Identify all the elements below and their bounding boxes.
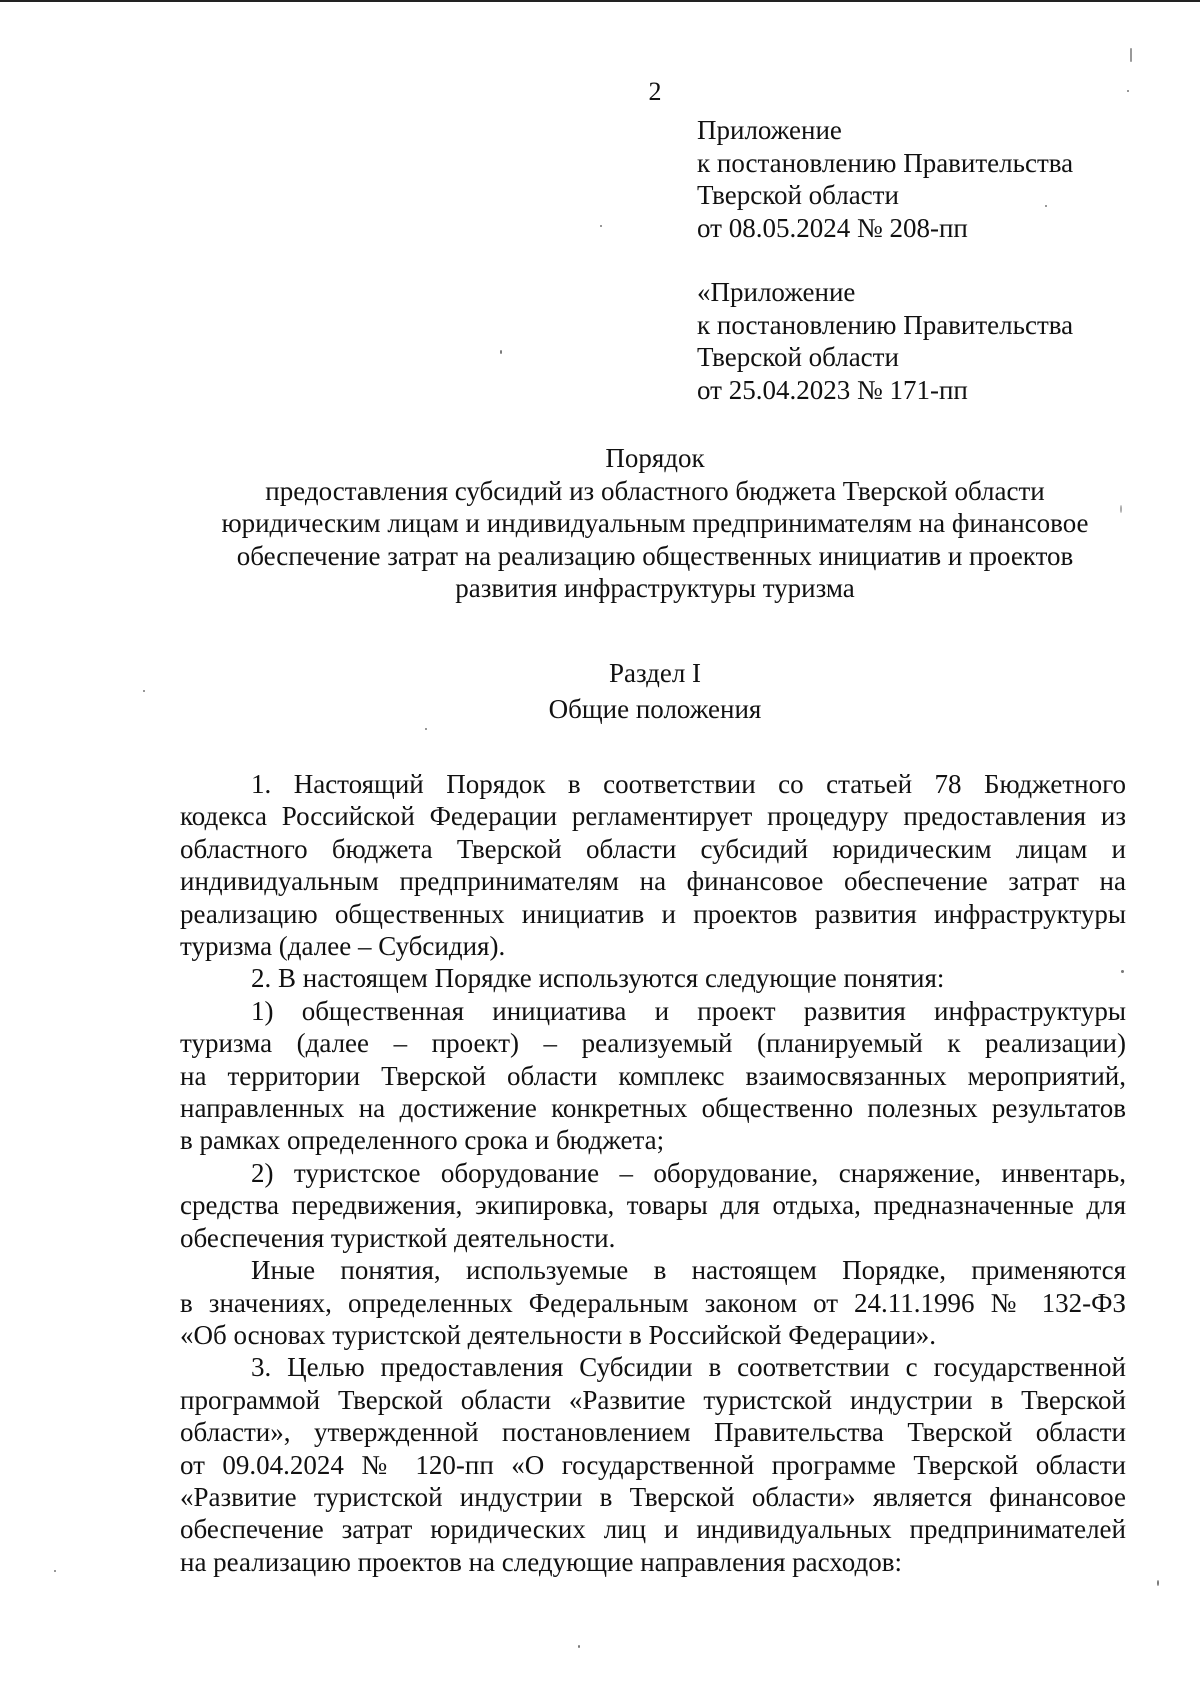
approval-stamp-original	[697, 276, 1073, 406]
body-paragraph	[180, 768, 1126, 962]
body-line: области», утвержденной постановлением Правительства Тверской области	[180, 1417, 1126, 1448]
body-line: обеспечения туристкой деятельности.	[180, 1222, 616, 1253]
body-line: индивидуальным предпринимателям на финансовое обеспечение затрат на	[180, 866, 1126, 897]
body-paragraph	[180, 1157, 1126, 1254]
body-text	[180, 768, 1126, 1578]
approval-line: «Приложение	[697, 277, 856, 307]
body-line: на реализацию проектов на следующие направления расходов:	[180, 1546, 902, 1577]
body-paragraph	[180, 995, 1126, 1157]
body-line: программой Тверской области «Развитие туристской индустрии в Тверской	[180, 1384, 1126, 1415]
title-line: предоставления субсидий из областного бюджета Тверской области	[265, 475, 1045, 506]
body-paragraph	[180, 1254, 1126, 1351]
approval-line: к постановлению Правительства	[697, 309, 1074, 340]
body-line: 1) общественная инициатива и проект развития инфраструктуры	[251, 995, 1126, 1026]
approval-line: Тверской области	[697, 180, 899, 210]
body-line: туризма (далее – проект) – реализуемый (планируемый к реализации)	[180, 1028, 1126, 1059]
section-number: Раздел I	[608, 658, 702, 688]
body-paragraphs	[180, 768, 1126, 1578]
title-line: обеспечение затрат на реализацию общественных инициатив и проектов	[236, 540, 1074, 571]
scan-top-edge	[0, 0, 1200, 2]
title-line: юридическим лицам и индивидуальным предпринимателям на финансовое	[221, 508, 1089, 538]
body-paragraph	[180, 1351, 1126, 1578]
page-number: 2	[648, 77, 662, 106]
document-title	[150, 442, 1160, 605]
body-line: туризма (далее – Субсидия).	[180, 931, 506, 962]
approval-stamp-current	[697, 114, 1073, 244]
body-paragraph	[180, 962, 1126, 994]
body-line: 3. Целью предоставления Субсидии в соответствии с государственной	[251, 1352, 1126, 1383]
body-line: «Развитие туристской индустрии в Тверской области» является финансовое	[180, 1481, 1126, 1512]
section-name: Общие положения	[548, 694, 762, 724]
body-line: 1. Настоящий Порядок в соответствии со статьей 78 Бюджетного	[251, 769, 1126, 799]
body-line: направленных на достижение конкретных общественно полезных результатов	[180, 1093, 1126, 1124]
title-heading: Порядок	[605, 443, 705, 473]
approval-line: от 08.05.2024 № 208-пп	[697, 212, 968, 243]
body-line: обеспечение затрат юридических лиц и индивидуальных предпринимателей	[180, 1514, 1126, 1545]
body-line: на территории Тверской области комплекс взаимосвязанных мероприятий,	[180, 1060, 1126, 1091]
body-line: в значениях, определенных Федеральным законом от 24.11.1996 № 132-ФЗ	[180, 1287, 1126, 1318]
body-line: от 09.04.2024 № 120-пп «О государственной программе Тверской области	[180, 1449, 1126, 1480]
title-line: развития инфраструктуры туризма	[455, 573, 855, 603]
body-line: Иные понятия, используемые в настоящем Порядке, применяются	[251, 1255, 1126, 1286]
body-line: 2) туристское оборудование – оборудование, снаряжение, инвентарь,	[251, 1157, 1126, 1188]
body-line: в рамках определенного срока и бюджета;	[180, 1125, 665, 1156]
body-line: 2. В настоящем Порядке используются следующие понятия:	[251, 963, 945, 994]
approval-line: к постановлению Правительства	[697, 147, 1074, 178]
body-line: «Об основах туристской деятельности в Российской Федерации».	[180, 1319, 937, 1350]
approval-line: Тверской области	[697, 342, 899, 372]
approval-line: Приложение	[697, 115, 842, 145]
body-line: областного бюджета Тверской области субсидий юридическим лицам и	[180, 833, 1126, 864]
section-heading	[150, 655, 1160, 727]
body-line: средства передвижения, экипировка, товары для отдыха, предназначенные для	[180, 1190, 1126, 1221]
approval-line: от 25.04.2023 № 171-пп	[697, 374, 968, 405]
body-line: реализацию общественных инициатив и проектов развития инфраструктуры	[180, 898, 1126, 929]
body-line: кодекса Российской Федерации регламентирует процедуру предоставления из	[180, 801, 1126, 832]
